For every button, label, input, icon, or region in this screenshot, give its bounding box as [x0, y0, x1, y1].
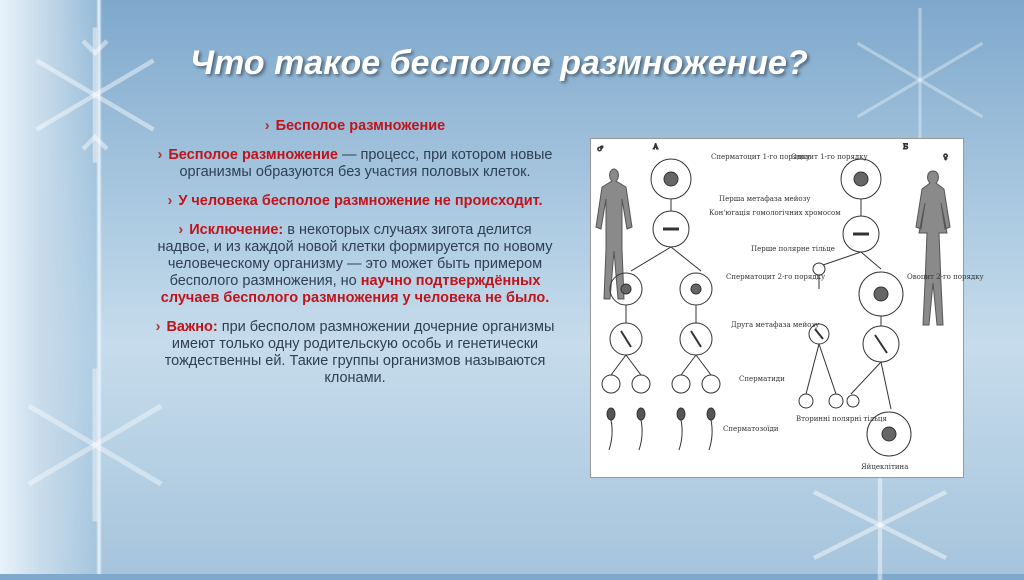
bullet-lead: Бесполое размножение [275, 118, 446, 134]
bullet-marker: › [167, 193, 173, 209]
bullet-lead: Важно: [166, 319, 218, 335]
bullet-item [155, 147, 555, 181]
bullet-item [155, 319, 555, 387]
gametogenesis-figure [590, 138, 984, 478]
snowflake-icon [740, 470, 1020, 580]
bullet-tail: . [545, 290, 550, 306]
label-chromosome-conj: Кон'югація гомологічних хромосом [709, 209, 841, 217]
label-spermatozoa: Сперматозоїди [723, 425, 779, 433]
bullet-text: в некоторых случаях зигота делится надвое, и из каждой новой клетки формируется по новому человеческому организму — это может быть примером бесполого размножения, но [157, 222, 553, 289]
bullet-text: — процесс, при котором новые организмы образуются без участия половых клеток. [179, 147, 553, 180]
label-polar-bodies2: Вторинні полярні тільця [796, 415, 887, 423]
bullet-item [155, 222, 555, 307]
label-egg: Яйцеклітина [861, 463, 909, 471]
bullet-highlight: научно подтверждённых случаев бесполого размножения у человека не было [160, 273, 546, 306]
bullet-item [155, 118, 555, 135]
bullet-marker: › [155, 319, 161, 335]
bullet-item [155, 193, 555, 210]
bullet-lead: Бесполое размножение [168, 147, 338, 163]
label-spermatocyte1: Сперматоцит 1-го порядку [711, 153, 811, 161]
panel-label-left: А [653, 143, 659, 151]
bullet-text: при бесполом размножении дочерние организмы имеют только одну родительскую особь и генетически тождественны ей. Такие группы организмов называются клонами. [164, 319, 555, 386]
snowflake-icon [20, 20, 170, 170]
label-meiosis2: Друга метафаза мейозу [731, 321, 820, 329]
female-symbol: ♀ [943, 153, 949, 161]
label-spermatocyte2: Сперматоцит 2-го порядку [726, 273, 826, 281]
cell-nucleus [664, 172, 678, 186]
bullet-lead: У человека бесполое размножение не происходит [178, 193, 539, 209]
bullet-marker: › [157, 147, 163, 163]
male-symbol: ♂ [597, 145, 604, 153]
gametogenesis-diagram [591, 139, 984, 477]
bullet-marker: › [264, 118, 270, 134]
bullet-lead: Исключение: [189, 222, 284, 238]
label-polar-body1: Перше полярне тільце [751, 245, 835, 253]
male-figure [596, 169, 632, 299]
label-oocyte1: Овоцит 1-го порядку [791, 153, 868, 161]
female-figure [916, 171, 950, 325]
slide-title: Что такое бесполое размножение? [190, 44, 808, 82]
label-oocyte2: Овоцит 2-го порядку [907, 273, 984, 281]
label-spermatids: Сперматиди [739, 375, 785, 383]
slide-body [155, 118, 555, 399]
panel-label-right: Б [903, 143, 909, 151]
bullet-marker: › [178, 222, 184, 238]
bullet-text: . [538, 193, 543, 209]
label-meiosis1: Перша метафаза мейозу [719, 195, 811, 203]
